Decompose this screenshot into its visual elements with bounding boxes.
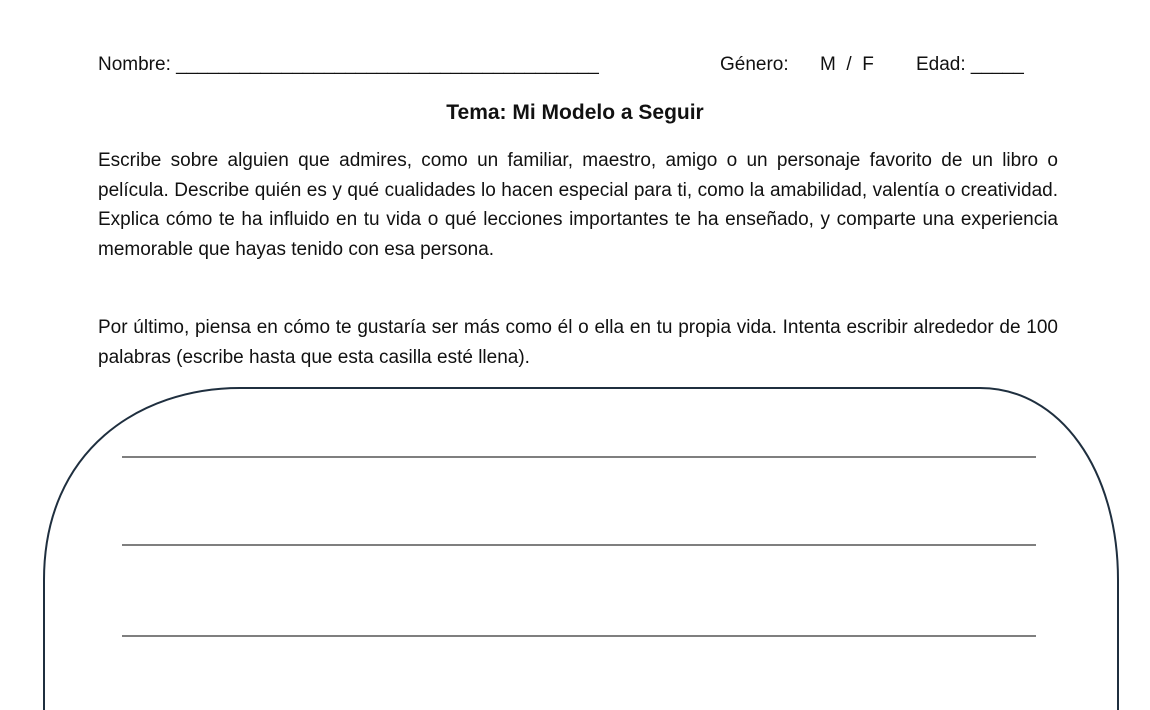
student-info-line <box>98 54 1058 84</box>
gender-label: Género: <box>720 54 789 75</box>
page-title: Tema: Mi Modelo a Seguir <box>446 101 704 124</box>
instructions-paragraph-closing: Por último, piensa en cómo te gustaría ser más como él o ella en tu propia vida. Intenta escribir alrededor de 100 palabras (escribe hasta que esta casilla esté llena). <box>98 317 1058 368</box>
writing-box-border <box>44 388 1118 710</box>
instructions-paragraph: Escribe sobre alguien que admires, como un familiar, maestro, amigo o un personaje favorito de un libro o película. Describe quién es y qué cualidades lo hacen especial para ti, como la amabilidad, valentía o creatividad. Explica cómo te ha influido en tu vida o qué lecciones importantes te ha enseñado, y comparte una experiencia memorable que hayas tenido con esa persona. <box>98 150 1058 260</box>
gender-options[interactable]: M / F <box>820 54 874 75</box>
age-field[interactable]: Edad: _____ <box>916 54 1024 75</box>
name-field[interactable]: Nombre: ________________________________________ <box>98 54 599 75</box>
writing-box[interactable] <box>0 380 1150 710</box>
